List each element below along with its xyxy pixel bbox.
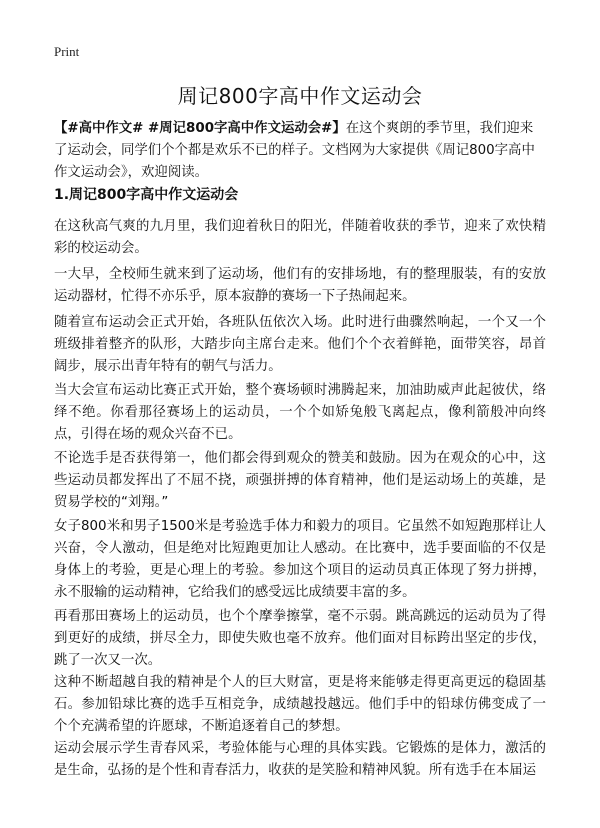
article-paragraph: 女子800米和男子1500米是考验选手体力和毅力的项目。它虽然不如短跑那样让人兴奋，令人激动，但是绝对比短跑更加让人感动。在比赛中，选手要面临的不仅是身体上的考验，更是心理上的考验。参加这个项目的运动员真正体现了努力拼搏，永不服输的运动精神，它给我们的感受远比成绩要丰富的多。 — [54, 519, 546, 600]
print-link[interactable]: Print — [54, 44, 80, 59]
article-paragraph: 这种不断超越自我的精神是个人的巨大财富，更是将来能够走得更高更远的稳固基石。参加铅球比赛的选手互相竞争，成绩越投越远。他们手中的铅球仿佛变成了一个个充满希望的许愿球，不断追逐着自己的梦想。 — [54, 675, 546, 734]
page-title: 周记800字高中作文运动会 — [177, 84, 423, 108]
article-paragraph: 当大会宣布运动比赛正式开始，整个赛场顿时沸腾起来，加油助威声此起彼伏，络绎不绝。你看那径赛场上的运动员，一个个如矫兔般飞离起点，像利箭般冲向终点，引得在场的观众兴奋不已。 — [54, 383, 546, 442]
article-paragraph: 随着宣布运动会正式开始，各班队伍依次入场。此时进行曲骤然响起，一个又一个班级排着整齐的队形，大踏步向主席台走来。他们个个衣着鲜艳，面带笑容，昂首阔步，展示出青年特有的朝气与活力。 — [54, 315, 546, 374]
article-paragraph: 再看那田赛场上的运动员，也个个摩拳擦掌，毫不示弱。跳高跳远的运动员为了得到更好的成绩，拼尽全力，即使失败也毫不放弃。他们面对目标跨出坚定的步伐，跳了一次又一次。 — [54, 609, 546, 668]
article-paragraph: 在这秋高气爽的九月里，我们迎着秋日的阳光，伴随着收获的季节，迎来了欢快精彩的校运动会。 — [54, 219, 546, 256]
intro-text: 在这个爽朗的季节里，我们迎来了运动会，同学们个个都是欢乐不已的样子。文档网为大家提供《周记800字高中作文运动会》，欢迎阅读。 — [54, 121, 535, 180]
article-paragraph: 不论选手是否获得第一，他们都会得到观众的赞美和鼓励。因为在观众的心中，这些运动员都发挥出了不屈不挠，顽强拼搏的体育精神，他们是运动场上的英雄，是贸易学校的“刘翔。” — [54, 451, 546, 510]
intro-tags: 【#高中作文# #周记800字高中作文运动会#】 — [54, 121, 346, 136]
article-paragraph: 运动会展示学生青春风采，考验体能与心理的具体实践。它锻炼的是体力，激活的是生命，弘扬的是个性和青春活力，收获的是笑脸和精神风貌。所有选手在本届运 — [54, 741, 546, 778]
intro-paragraph — [54, 118, 546, 184]
article-paragraph: 一大早，全校师生就来到了运动场，他们有的安排场地，有的整理服装，有的安放运动器材，忙得不亦乐乎，原本寂静的赛场一下子热闹起来。 — [54, 267, 546, 304]
section-heading: 1.周记800字高中作文运动会 — [54, 187, 239, 203]
